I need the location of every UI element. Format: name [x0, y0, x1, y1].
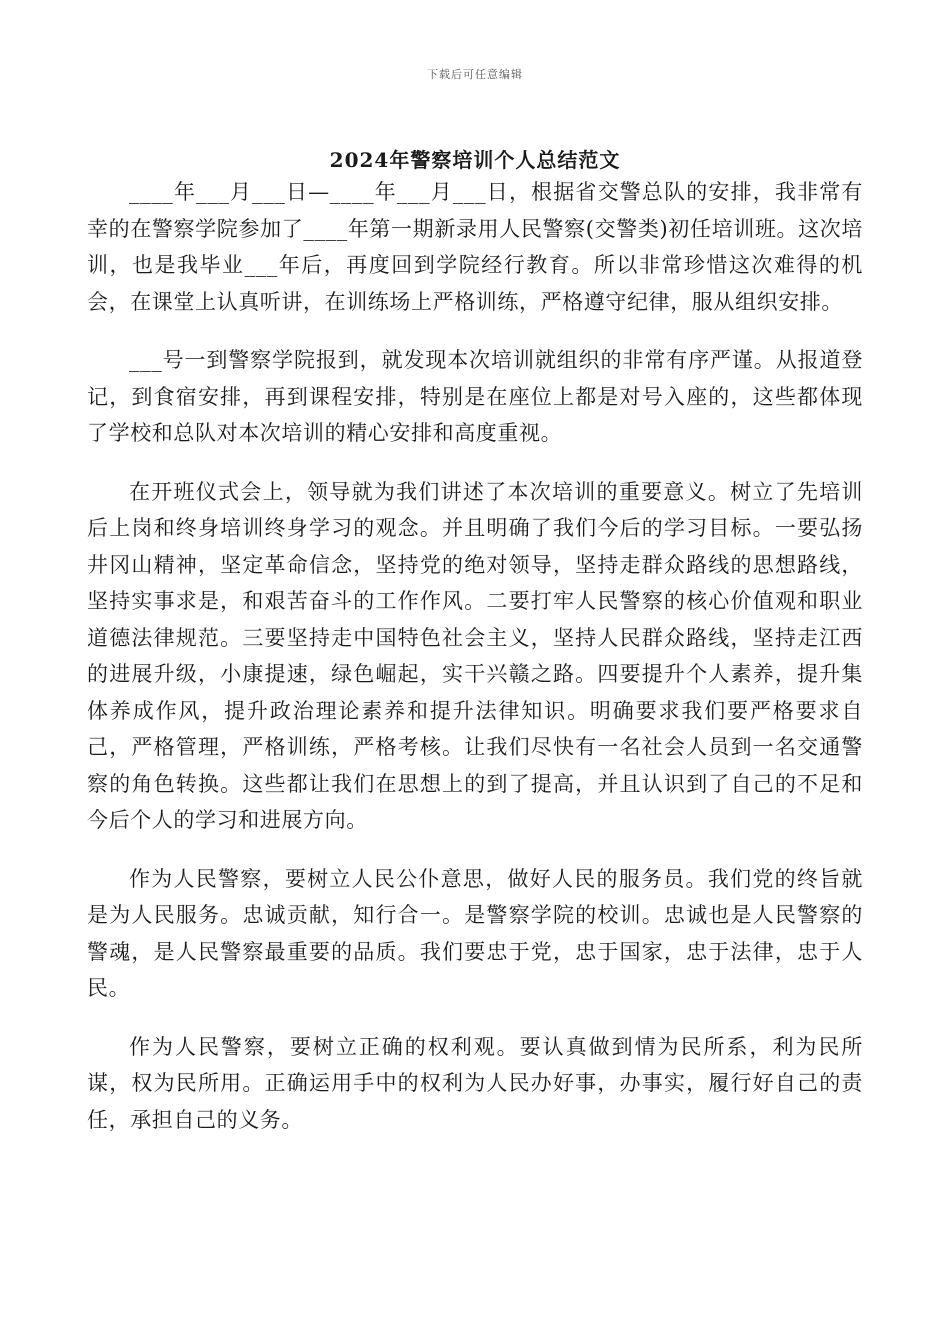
document-body — [87, 174, 863, 1160]
page-header-note: 下载后可任意编辑 — [427, 68, 523, 81]
paragraph-5: 作为人民警察，要树立正确的权利观。要认真做到情为民所系，利为民所谋，权为民所用。正确运用手中的权利为人民办好事，办事实，履行好自己的责任，承担自己的义务。 — [87, 1034, 863, 1132]
paragraph-2: ___号一到警察学院报到，就发现本次培训就组织的非常有序严谨。从报道登记，到食宿安排，再到课程安排，特别是在座位上都是对号入座的，这些都体现了学校和总队对本次培训的精心安排和高度重视。 — [87, 348, 863, 445]
document-title: 2024年警察培训个人总结范文 — [329, 148, 621, 172]
paragraph-4: 作为人民警察，要树立人民公仆意思，做好人民的服务员。我们党的终旨就是为人民服务。忠诚贡献，知行合一。是警察学院的校训。忠诚也是人民警察的警魂，是人民警察最重要的品质。我们要忠于党，忠于国家，忠于法律，忠于人民。 — [87, 866, 863, 1000]
paragraph-3: 在开班仪式会上，领导就为我们讲述了本次培训的重要意义。树立了先培训后上岗和终身培训终身学习的观念。并且明确了我们今后的学习目标。一要弘扬井冈山精神，坚定革命信念，坚持党的绝对领导，坚持走群众路线的思想路线，坚持实事求是，和艰苦奋斗的工作作风。二要打牢人民警察的核心价值观和职业道德法律规范。三要坚持走中国特色社会主义，坚持人民群众路线，坚持走江西的进展升级，小康提速，绿色崛起，实干兴赣之路。四要提升个人素养，提升集体养成作风，提升政治理论素养和提升法律知识。明确要求我们要严格要求自己，严格管理，严格训练，严格考核。让我们尽快有一名社会人员到一名交通警察的角色转换。这些都让我们在思想上的到了提高，并且认识到了自己的不足和今后个人的学习和进展方向。 — [87, 479, 863, 832]
paragraph-1: ____年___月___日—____年___月___日，根据省交警总队的安排，我非常有幸的在警察学院参加了____年第一期新录用人民警察(交警类)初任培训班。这次培训，也是我毕业___年后，再度回到学院经行教育。所以非常珍惜这次难得的机会，在课堂上认真听讲，在训练场上严格训练，严格遵守纪律，服从组织安排。 — [87, 180, 863, 314]
